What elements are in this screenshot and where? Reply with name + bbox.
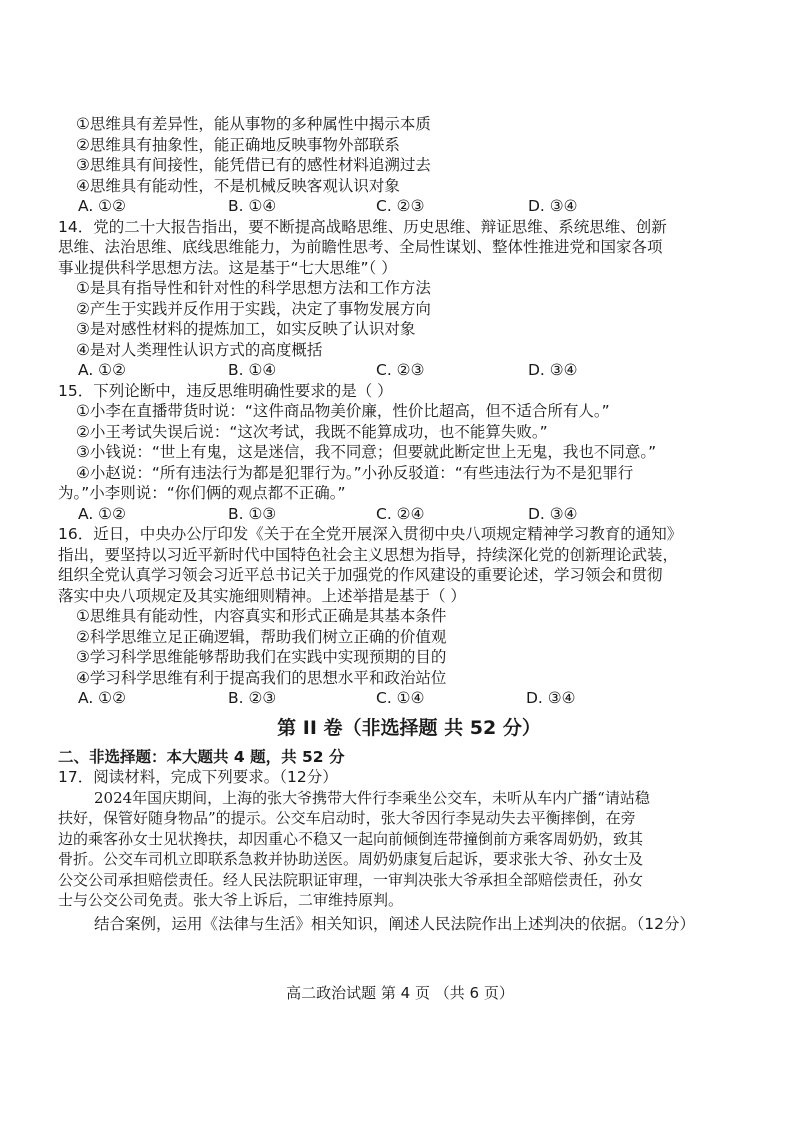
material-line: 2024年国庆期间，上海的张大爷携带大件行李乘坐公交车，未听从车内广播“请站稳 bbox=[94, 788, 650, 807]
question-stem-cont: 事业提供科学思想方法。这是基于“七大思维”（ ） bbox=[58, 258, 397, 277]
question-requirement: 结合案例，运用《法律与生活》相关知识，阐述人民法院作出上述判决的依据。（12分） bbox=[94, 914, 695, 933]
options bbox=[76, 504, 762, 525]
statement-1: ①思维具有能动性，内容真实和形式正确是其基本条件 bbox=[76, 607, 447, 625]
option-a: A. ①② bbox=[78, 504, 126, 523]
statement-2: ②产生于实践并反作用于实践，决定了事物发展方向 bbox=[76, 299, 431, 318]
material-line: 公交公司承担赔偿责任。经人民法院职证审理，一审判决张大爷承担全部赔偿责任，孙女 bbox=[58, 870, 644, 889]
statement-2: ②科学思维立足正确逻辑，帮助我们树立正确的价值观 bbox=[76, 627, 447, 646]
material-line: 边的乘客孙女士见状搀扶，却因重心不稳又一起向前倾倒连带撞倒前方乘客周奶奶，致其 bbox=[58, 829, 644, 848]
option-b: B. ①③ bbox=[228, 504, 277, 523]
options bbox=[76, 360, 762, 381]
option-d: D. ③④ bbox=[528, 361, 578, 379]
statement-4-cont: 为。”小李则说：“你们俩的观点都不正确。” bbox=[58, 484, 346, 502]
statement-1: ①小李在直播带货时说：“这件商品物美价廉，性价比超高，但不适合所有人。” bbox=[76, 402, 610, 420]
material-line: 士与公交公司免责。张大爷上诉后，二审维持原判。 bbox=[58, 891, 404, 909]
page-footer: 高二政治试题 第 4 页 （共 6 页） bbox=[286, 984, 514, 1002]
statement-3: ③学习科学思维能够帮助我们在实践中实现预期的目的 bbox=[76, 648, 447, 666]
option-b: B. ①④ bbox=[228, 197, 277, 215]
option-c: C. ①④ bbox=[376, 689, 425, 707]
question-15 bbox=[58, 381, 762, 525]
statement-4: ④小赵说：“所有违法行为都是犯罪行为。”小孙反驳道：“有些违法行为不是犯罪行 bbox=[76, 463, 634, 482]
statement-3: ③思维具有间接性，能凭借已有的感性材料追溯过去 bbox=[76, 156, 431, 174]
material-line: 骨折。公交车司机立即联系急救并协助送医。周奶奶康复后起诉，要求张大爷、孙女士及 bbox=[58, 850, 644, 868]
option-c: C. ②③ bbox=[376, 361, 425, 379]
statement-1: ①是具有指导性和针对性的科学思想方法和工作方法 bbox=[76, 279, 431, 297]
option-d: D. ③④ bbox=[528, 504, 578, 523]
option-d: D. ③④ bbox=[526, 689, 576, 707]
statement-1: ①思维具有差异性，能从事物的多种属性中揭示本质 bbox=[76, 115, 431, 133]
option-b: B. ②③ bbox=[228, 689, 277, 707]
statement-4: ④思维具有能动性，不是机械反映客观认识对象 bbox=[76, 176, 400, 195]
option-d: D. ③④ bbox=[528, 197, 578, 215]
section-title: 第 II 卷（非选择题 共 52 分） bbox=[277, 716, 541, 739]
option-a: A. ①② bbox=[78, 361, 126, 379]
question-stem: 16．近日，中央办公厅印发《关于在全党开展深入贯彻中央八项规定精神学习教育的通知》 bbox=[58, 525, 683, 543]
statement-2: ②思维具有抽象性，能正确地反映事物外部联系 bbox=[76, 135, 400, 154]
question-stem-cont: 思维、法治思维、底线思维能力，为前瞻性思考、全局性谋划、整体性推进党和国家各项 bbox=[58, 238, 663, 256]
statement-4: ④是对人类理性认识方式的高度概括 bbox=[76, 340, 323, 359]
statement-3: ③是对感性材料的提炼加工，如实反映了认识对象 bbox=[76, 320, 416, 338]
statement-2: ②小王考试失误后说：“这次考试，我既不能算成功，也不能算失败。” bbox=[76, 422, 548, 441]
question-14 bbox=[58, 217, 762, 381]
material-line: 扶好，保管好随身物品”的提示。公交车启动时，张大爷因行李晃动失去平衡摔倒，在旁 bbox=[58, 809, 636, 827]
question-stem-cont: 落实中央八项规定及其实施细则精神。上述举措是基于（ ） bbox=[58, 586, 466, 605]
option-c: C. ②④ bbox=[376, 504, 425, 523]
question-stem-cont: 指出，要坚持以习近平新时代中国特色社会主义思想为指导，持续深化党的创新理论武装， bbox=[58, 545, 679, 564]
option-b: B. ①④ bbox=[228, 361, 277, 379]
question-stem-cont: 组织全党认真学习领会习近平总书记关于加强党的作风建设的重要论述，学习领会和贯彻 bbox=[58, 566, 663, 584]
statement-3: ③小钱说：“世上有鬼，这是迷信，我不同意；但要就此断定世上无鬼，我也不同意。” bbox=[76, 443, 657, 461]
question-stem: 14．党的二十大报告指出，要不断提高战略思维、历史思维、辩证思维、系统思维、创新 bbox=[58, 217, 667, 236]
section-heading: 二、非选择题：本大题共 4 题，共 52 分 bbox=[58, 747, 345, 766]
option-a: A. ①② bbox=[78, 689, 126, 707]
question-13 bbox=[76, 114, 762, 217]
options bbox=[76, 196, 762, 217]
question-stem: 15．下列论断中，违反思维明确性要求的是（ ） bbox=[58, 381, 393, 400]
statement-4: ④学习科学思维有利于提高我们的思想水平和政治站位 bbox=[76, 668, 447, 687]
section-2 bbox=[58, 747, 762, 937]
option-c: C. ②③ bbox=[376, 197, 425, 215]
question-17-stem: 17．阅读材料，完成下列要求。（12分） bbox=[58, 768, 338, 786]
material bbox=[58, 788, 762, 911]
question-16 bbox=[58, 524, 762, 709]
option-a: A. ①② bbox=[78, 197, 126, 215]
options bbox=[76, 688, 762, 709]
